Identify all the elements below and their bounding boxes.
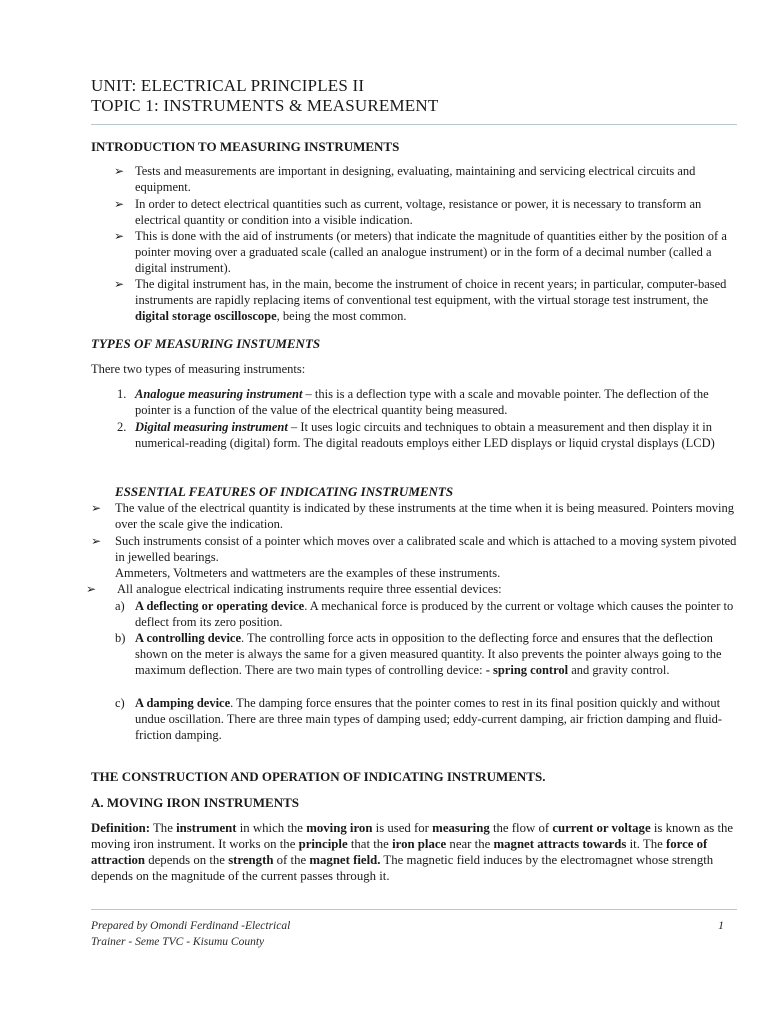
types-lead: There two types of measuring instruments:	[91, 362, 306, 376]
intro-bullet-2: In order to detect electrical quantities such as current, voltage, resistance or power, it is necessary to transform an electrical quantity or condition into a visible indication.	[135, 197, 702, 227]
features-heading: ESSENTIAL FEATURES OF INDICATING INSTRUMENTS	[115, 484, 454, 499]
header-divider	[91, 124, 737, 125]
list-letter: b)	[115, 631, 126, 645]
moving-iron-definition: Definition: The instrument in which the moving iron is used for measuring the flow of current or voltage is known as the moving iron instrument. It works on the principle that the iron place near the magnet attracts towards it. The force of attraction depends on the strength of the magnet field. The magnetic field induces by the electromagnet whose strength depends on the magnitude of the current passes through it.	[91, 821, 734, 883]
construction-heading: THE CONSTRUCTION AND OPERATION OF INDICATING INSTRUMENTS.	[91, 769, 546, 784]
device-deflecting: A deflecting or operating device. A mechanical force is produced by the current or voltage which causes the pointer to deflect from its zero position.	[135, 599, 734, 629]
list-letter: c)	[115, 696, 125, 710]
list-number: 1.	[117, 387, 127, 401]
intro-bullet-1: Tests and measurements are important in designing, evaluating, maintaining and servicing electrical circuits and equipment.	[135, 164, 696, 194]
bullet-icon: ➢	[91, 501, 102, 515]
bullet-icon: ➢	[86, 582, 97, 596]
features-bullet-2: Such instruments consist of a pointer which moves over a calibrated scale and which is attached to a moving system pivoted in jewelled bearings.	[115, 534, 737, 564]
types-heading: TYPES OF MEASURING INSTUMENTS	[91, 336, 321, 351]
topic-title: TOPIC 1: INSTRUMENTS & MEASUREMENT	[91, 96, 439, 115]
list-letter: a)	[115, 599, 125, 613]
device-damping: A damping device. The damping force ensures that the pointer comes to rest in its final position quickly and without undue oscillation. There are three main types of damping used; eddy-current damping, air friction damping and fluid-friction damping.	[135, 696, 723, 742]
bullet-icon: ➢	[114, 164, 125, 178]
features-bullet-3: All analogue electrical indicating instruments require three essential devices:	[117, 582, 502, 596]
emphasis: digital storage oscilloscope	[135, 309, 277, 323]
moving-iron-heading: A. MOVING IRON INSTRUMENTS	[91, 795, 300, 810]
device-controlling: A controlling device. The controlling force acts in opposition to the deflecting force and ensures that the deflection shown on the meter is always the same for a given measured quantity. It also prevents the pointer always going to the maximum deflection. There are two main types of controlling device: - spring control and gravity control.	[135, 631, 722, 677]
footer-credit	[91, 918, 290, 950]
footer-line-2: Trainer - Seme TVC - Kisumu County	[91, 936, 265, 948]
features-examples: Ammeters, Voltmeters and wattmeters are the examples of these instruments.	[115, 566, 501, 580]
bullet-icon: ➢	[114, 197, 125, 211]
types-item-analogue: Analogue measuring instrument – this is a deflection type with a scale and movable pointer. The deflection of the pointer is a function of the value of the electrical quantity being measured.	[135, 387, 709, 417]
page-number: 1	[718, 918, 724, 932]
list-number: 2.	[117, 420, 127, 434]
intro-heading: INTRODUCTION TO MEASURING INSTRUMENTS	[91, 139, 400, 154]
bullet-icon: ➢	[114, 229, 125, 243]
types-item-digital: Digital measuring instrument – It uses logic circuits and techniques to obtain a measurement and then display it in numerical-reading (digital) form. The digital readouts employs either LED displays or liquid crystal displays (LCD)	[135, 420, 715, 450]
intro-bullet-3: This is done with the aid of instruments (or meters) that indicate the magnitude of quantities either by the position of a pointer moving over a graduated scale (called an analogue instrument) or in the form of a decimal number (called a digital instrument).	[135, 229, 727, 275]
footer-divider	[91, 909, 737, 910]
features-bullet-1: The value of the electrical quantity is indicated by these instruments at the time when it is being measured. Pointers moving over the scale give the indication.	[115, 501, 734, 531]
bullet-icon: ➢	[91, 534, 102, 548]
bullet-icon: ➢	[114, 277, 125, 291]
intro-bullet-4: The digital instrument has, in the main, become the instrument of choice in recent years; in particular, computer-based instruments are rapidly replacing items of conventional test equipment, with the virtual storage test instrument, the digital storage oscilloscope, being the most common.	[135, 277, 727, 323]
unit-title: UNIT: ELECTRICAL PRINCIPLES II	[91, 76, 365, 95]
footer-line-1: Prepared by Omondi Ferdinand -Electrical	[91, 920, 291, 932]
